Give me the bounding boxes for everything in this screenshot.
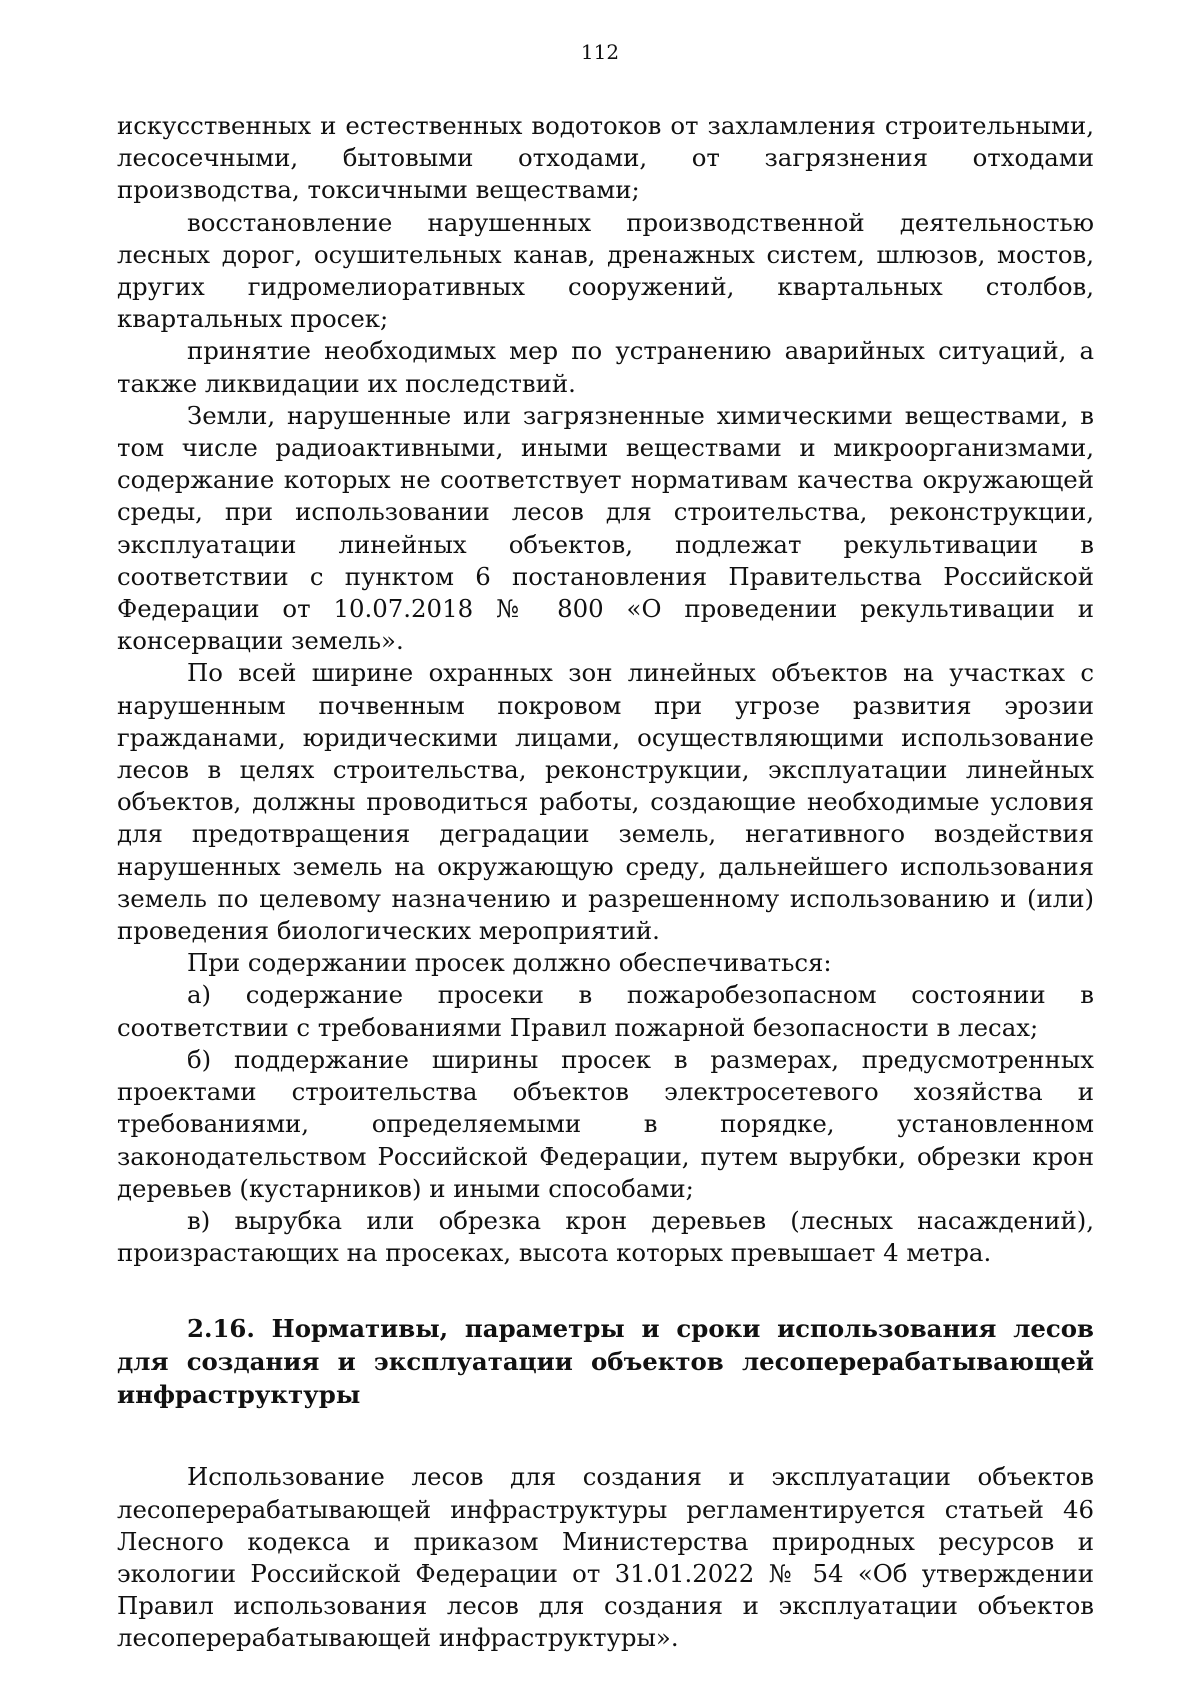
paragraph-clearings-intro: При содержании просек должно обеспечиваться:: [187, 948, 832, 978]
paragraph-protection-zones: По всей ширине охранных зон линейных объектов на участках с нарушенным почвенным покровом при угрозе развития эрозии гражданами, юридическими лицами, осуществляющими использование лесов в целях строительства, реконструкции, эксплуатации линейных объектов, должны проводиться работы, создающие необходимые условия для предотвращения деградации земель, негативного воздействия нарушенных земель на окружающую среду, дальнейшего использования земель по целевому назначению и разрешенному использованию и (или) проведения биологических мероприятий.: [117, 658, 1094, 946]
list-item-a: а) содержание просеки в пожаробезопасном состоянии в соответствии с требованиями Правил пожарной безопасности в лесах;: [117, 980, 1094, 1042]
list-item-b: б) поддержание ширины просек в размерах, предусмотренных проектами строительства объектов электросетевого хозяйства и требованиями, определяемыми в порядке, установленном законодательством Российской Федерации, путем вырубки, обрезки крон деревьев (кустарников) и иными способами;: [117, 1044, 1094, 1203]
list-item-c: в) вырубка или обрезка крон деревьев (лесных насаждений), произрастающих на просеках, высота которых превышает 4 метра.: [117, 1205, 1094, 1268]
section-heading: 2.16. Нормативы, параметры и сроки использования лесов для создания и эксплуатации объектов лесоперерабатывающей инфраструктуры: [117, 1314, 1094, 1410]
paragraph-restoration: восстановление нарушенных производственной деятельностью лесных дорог, осушительных канав, дренажных систем, шлюзов, мостов, других гидромелиоративных сооружений, квартальных столбов, квартальных просек;: [117, 207, 1094, 334]
document-body: [117, 110, 1094, 1655]
paragraph-continuation: искусственных и естественных водотоков от захламления строительными, лесосечными, бытовыми отходами, от загрязнения отходами производства, токсичными веществами;: [117, 111, 1094, 205]
paragraph-emergency: принятие необходимых мер по устранению аварийных ситуаций, а также ликвидации их последствий.: [117, 336, 1094, 398]
paragraph-lands: Земли, нарушенные или загрязненные химическими веществами, в том числе радиоактивными, иными веществами и микроорганизмами, содержание которых не соответствует нормативам качества окружающей среды, при использовании лесов для строительства, реконструкции, эксплуатации линейных объектов, подлежат рекультивации в соответствии с пунктом 6 постановления Правительства Российской Федерации от 10.07.2018 № 800 «О проведении рекультивации и консервации земель».: [117, 400, 1094, 656]
page-number: 112: [580, 40, 620, 64]
section-paragraph: Использование лесов для создания и эксплуатации объектов лесоперерабатывающей инфраструктуры регламентируется статьей 46 Лесного кодекса и приказом Министерства природных ресурсов и экологии Российской Федерации от 31.01.2022 № 54 «Об утверждении Правил использования лесов для создания и эксплуатации объектов лесоперерабатывающей инфраструктуры».: [117, 1462, 1094, 1653]
